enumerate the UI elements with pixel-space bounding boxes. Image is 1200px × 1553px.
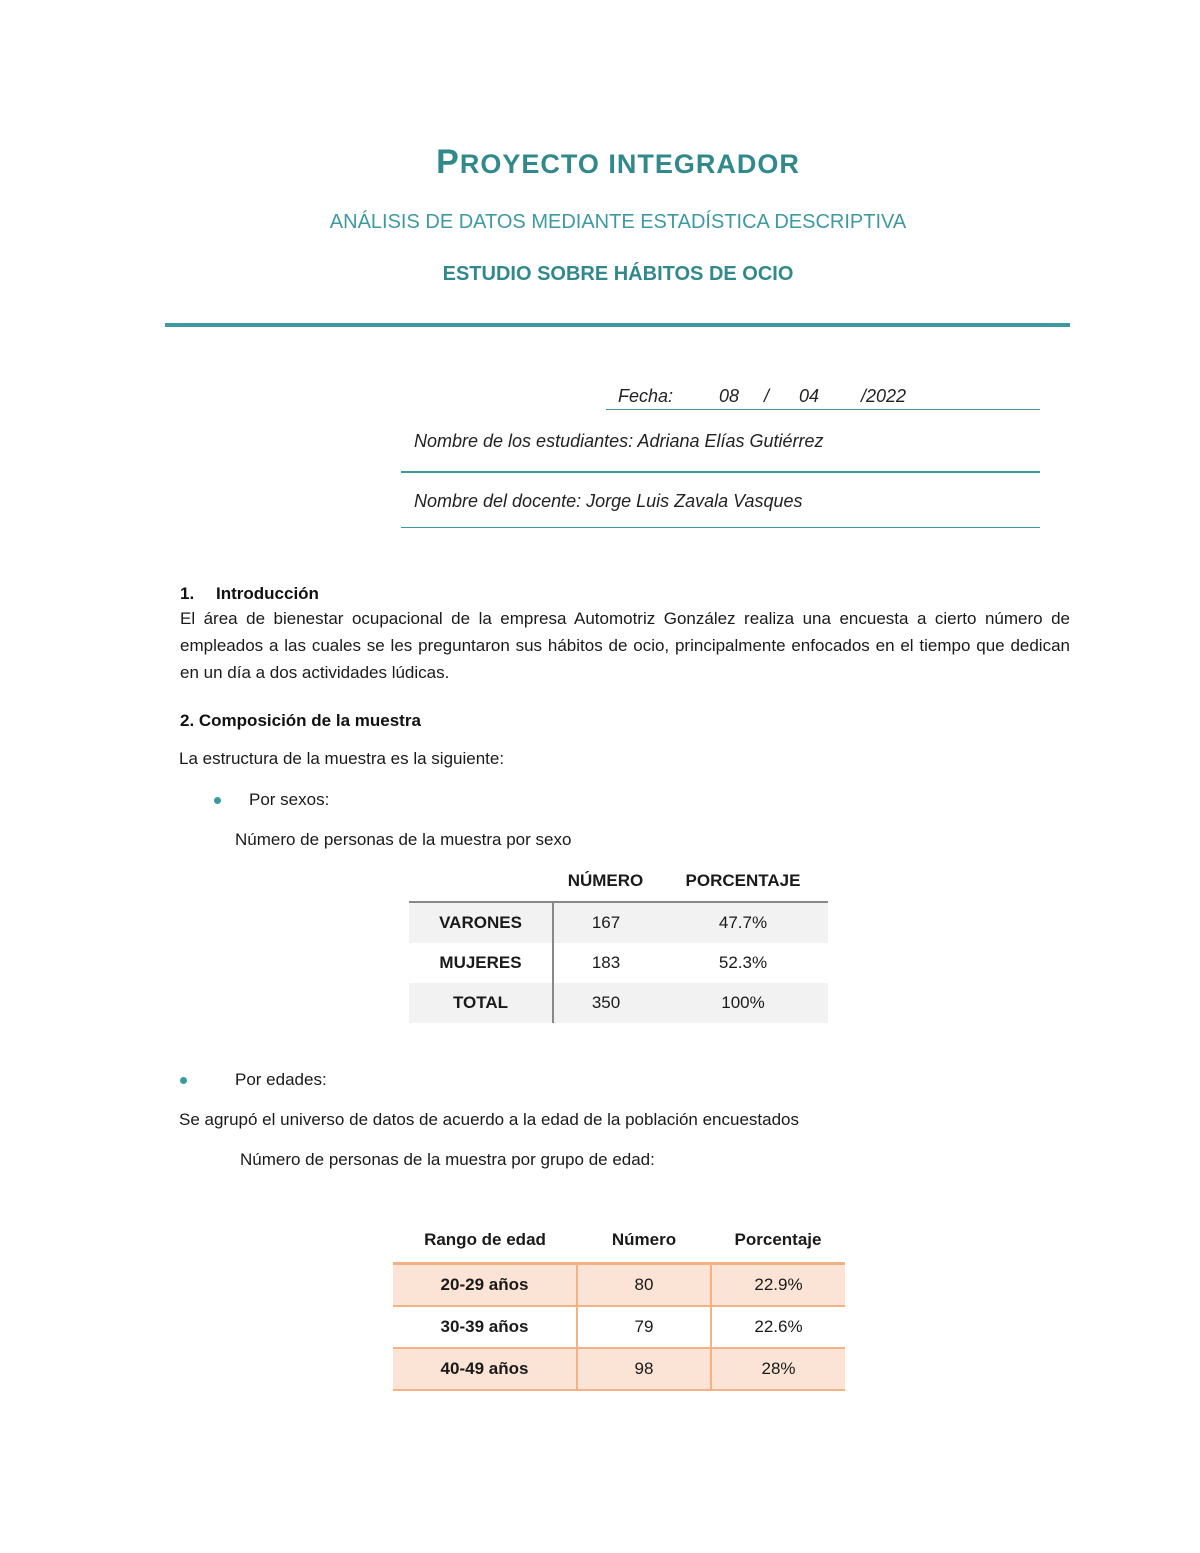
sex-table-header-number: NÚMERO: [567, 871, 644, 890]
age-table-cell: 40-49 años: [393, 1348, 577, 1390]
sex-table-cell: VARONES: [409, 902, 553, 943]
students-name: Nombre de los estudiantes: Adriana Elías Gutiérrez: [414, 431, 824, 451]
teacher-underline: [401, 527, 1040, 528]
table-row: [393, 1348, 845, 1390]
age-table-cell: 22.9%: [711, 1264, 845, 1307]
sex-table: [409, 861, 828, 1023]
sex-table-cell: 350: [553, 983, 658, 1023]
sex-table-cell: 100%: [658, 983, 828, 1023]
title-initial: P: [436, 143, 460, 181]
age-table-cell: 20-29 años: [393, 1264, 577, 1307]
bullet-sex-label: Por sexos:: [249, 790, 330, 809]
table-row: [409, 902, 828, 943]
age-table-header-range: Rango de edad: [424, 1230, 546, 1249]
age-table-cell: 22.6%: [711, 1306, 845, 1348]
composition-lead: La estructura de la muestra es la siguiente:: [179, 749, 505, 768]
sex-table-cell: 52.3%: [718, 953, 768, 972]
fecha-year: /2022: [861, 386, 907, 406]
age-table-cell: 30-39 años: [393, 1306, 577, 1348]
sex-table-cell: MUJERES: [409, 943, 553, 983]
sex-table-header-percent: PORCENTAJE: [685, 871, 801, 890]
sex-table-cell: 47.7%: [658, 902, 828, 943]
sex-table-cell: 183: [591, 953, 621, 972]
table-row: [393, 1306, 845, 1348]
sex-table-header-blank: [409, 861, 553, 902]
fecha-label: Fecha:: [618, 386, 674, 406]
age-table-cell: 80: [577, 1264, 711, 1307]
intro-heading: Introducción: [216, 584, 319, 603]
fecha-day: 08: [719, 386, 740, 406]
age-table-caption: Número de personas de la muestra por grupo de edad:: [240, 1150, 655, 1169]
teacher-name: Nombre del docente: Jorge Luis Zavala Vasques: [414, 491, 803, 511]
age-lead: Se agrupó el universo de datos de acuerdo a la edad de la población encuestados: [179, 1110, 800, 1129]
fecha-separator: /: [764, 386, 770, 406]
table-row: [409, 983, 828, 1023]
document-subtitle: ANÁLISIS DE DATOS MEDIANTE ESTADÍSTICA DESCRIPTIVA: [329, 211, 907, 233]
age-table-cell: 28%: [711, 1348, 845, 1390]
intro-number: 1.: [180, 584, 195, 603]
bullet-age-label: Por edades:: [235, 1070, 327, 1089]
age-table-cell: 79: [577, 1306, 711, 1348]
students-underline: [401, 471, 1040, 473]
table-row: [393, 1264, 845, 1307]
sex-table-cell: TOTAL: [409, 983, 553, 1023]
header-divider: [165, 323, 1070, 327]
age-table: [393, 1218, 845, 1391]
bullet-dot-sex: [214, 797, 221, 804]
age-table-header-percent: Porcentaje: [734, 1230, 822, 1249]
fecha-month: 04: [799, 386, 820, 406]
age-table-cell: 98: [577, 1348, 711, 1390]
table-row: [409, 943, 828, 983]
sex-table-cell: 167: [553, 902, 658, 943]
age-table-header-number: Número: [611, 1230, 677, 1249]
composition-heading: 2. Composición de la muestra: [180, 711, 421, 730]
title-rest: ROYECTO INTEGRADOR: [459, 149, 800, 179]
document-subtitle-2: ESTUDIO SOBRE HÁBITOS DE OCIO: [442, 263, 794, 285]
bullet-dot-age: [180, 1077, 187, 1084]
document-title: [0, 143, 1200, 182]
sex-table-caption: Número de personas de la muestra por sexo: [235, 830, 572, 849]
fecha-underline: [606, 409, 1040, 410]
intro-paragraph: El área de bienestar ocupacional de la empresa Automotriz González realiza una encuesta a cierto número de empleados a las cuales se les preguntaron sus hábitos de ocio, principalmente enfocados en el tiempo que dedican en un día a dos actividades lúdicas.: [180, 609, 1070, 682]
